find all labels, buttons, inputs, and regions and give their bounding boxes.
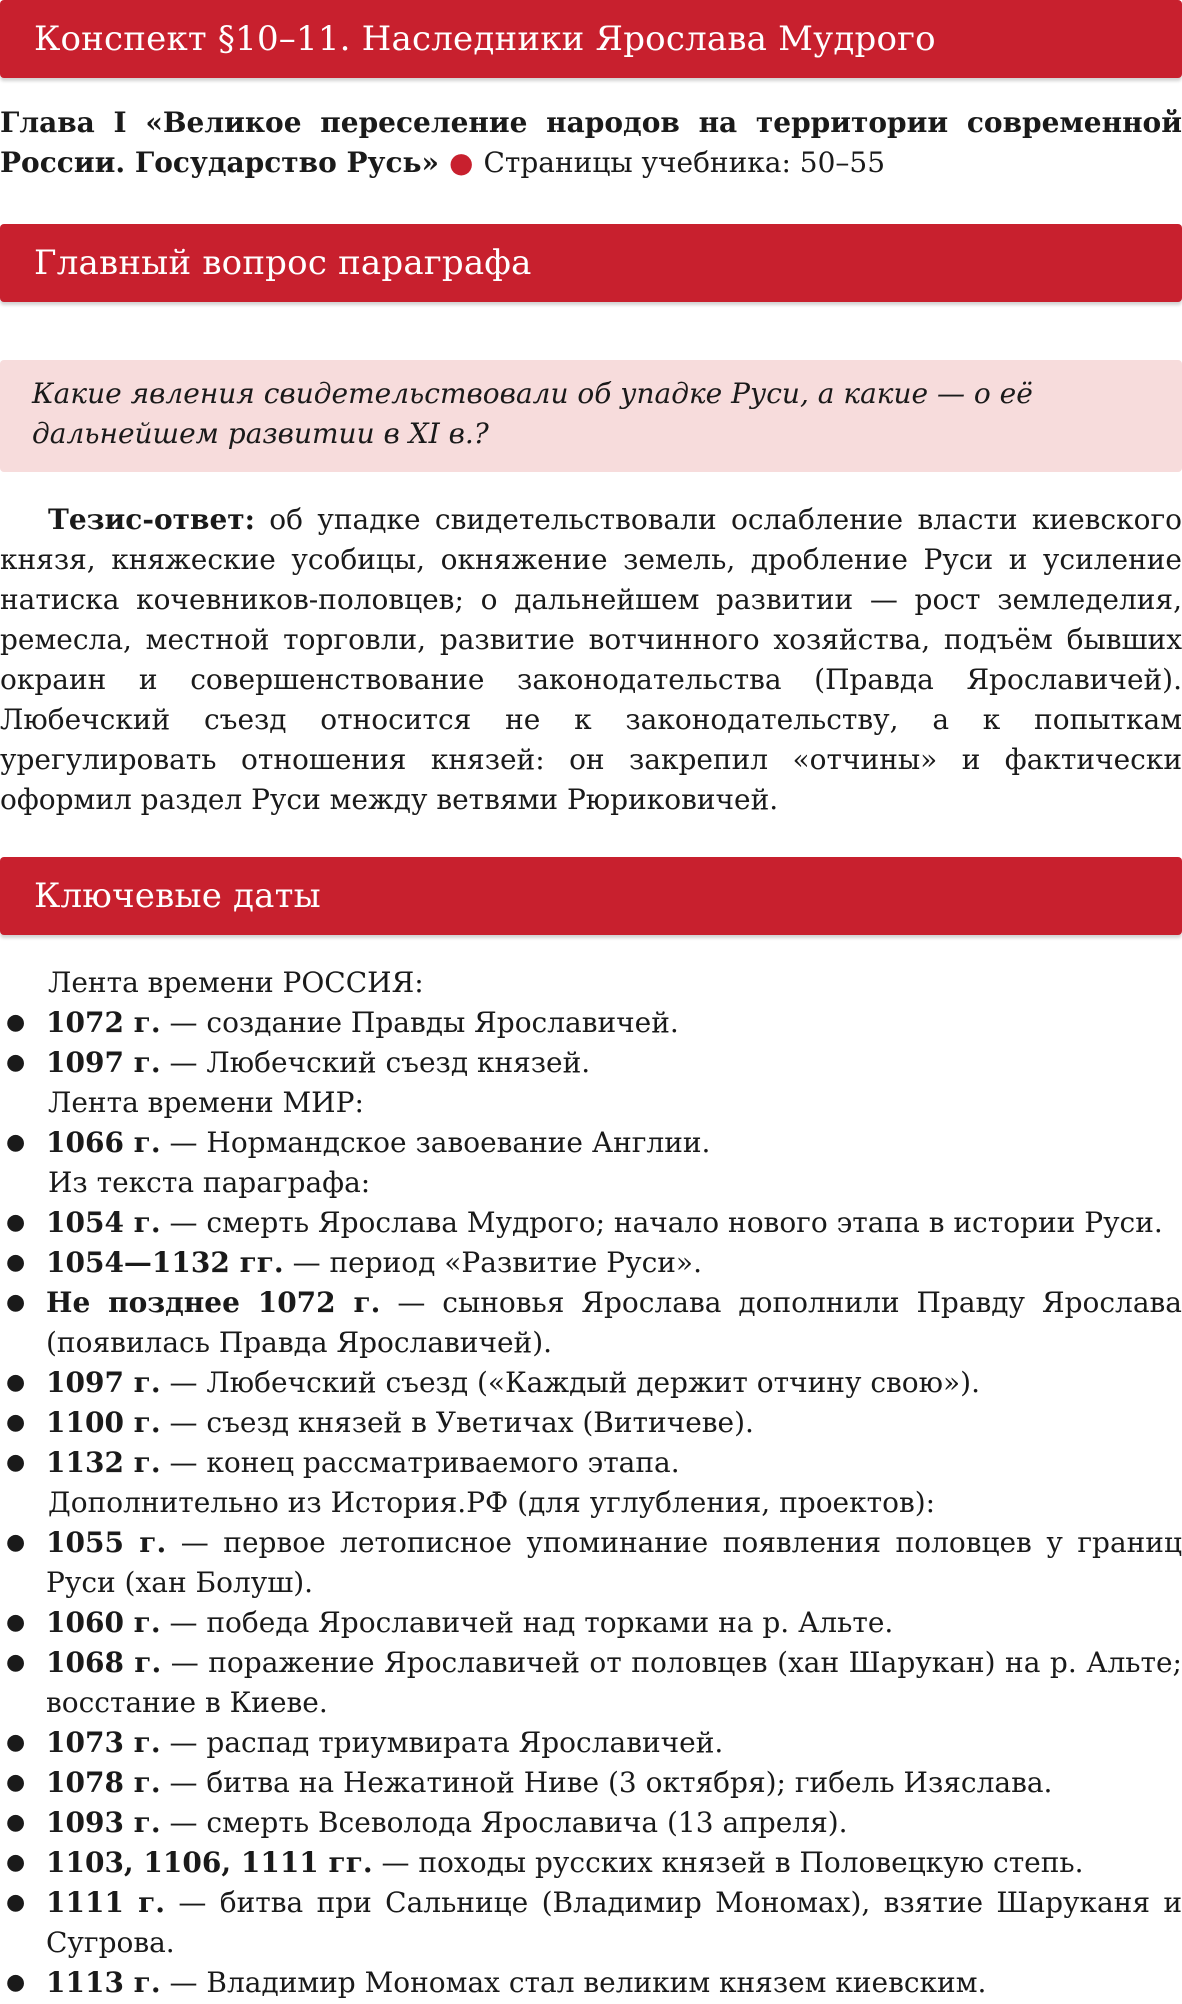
list-bullet-icon: ●	[6, 1210, 26, 1235]
date-list-item	[0, 1123, 1182, 1163]
date-value: 1097 г.	[46, 1046, 161, 1079]
date-value: 1054 г.	[46, 1206, 161, 1239]
list-bullet-icon: ●	[6, 1130, 26, 1155]
list-bullet-icon: ●	[6, 1970, 26, 1995]
key-dates-list	[0, 963, 1182, 2003]
date-list-item	[0, 1243, 1182, 1283]
list-bullet-icon: ●	[6, 1370, 26, 1395]
date-description: — сыновья Ярослава дополнили Правду Ярослава (появилась Правда Ярославичей).	[46, 1286, 1182, 1359]
list-bullet-icon: ●	[6, 1250, 26, 1275]
key-dates-banner	[0, 857, 1182, 935]
date-value: 1097 г.	[46, 1366, 161, 1399]
date-list-item	[0, 1523, 1182, 1603]
thesis-answer	[0, 500, 1182, 820]
date-list-item	[0, 1283, 1182, 1363]
date-value: 1068 г.	[46, 1646, 162, 1679]
date-description: — Любечский съезд князей.	[160, 1046, 591, 1079]
date-value: 1054—1132 гг.	[46, 1246, 284, 1279]
date-value: 1132 г.	[46, 1446, 161, 1479]
list-bullet-icon: ●	[6, 1650, 26, 1675]
chapter-title: Глава I «Великое переселение народов на территории современной России. Государство Русь»	[0, 106, 1182, 179]
list-bullet-icon: ●	[6, 1530, 26, 1555]
textbook-pages: Страницы учебника: 50–55	[483, 146, 886, 179]
date-value: Не позднее 1072 г.	[46, 1286, 381, 1319]
date-description: — создание Правды Ярославичей.	[160, 1006, 679, 1039]
date-value: 1060 г.	[46, 1606, 161, 1639]
main-question-box	[0, 360, 1182, 472]
date-value: 1100 г.	[46, 1406, 161, 1439]
list-bullet-icon: ●	[6, 1730, 26, 1755]
date-description: — Владимир Мономах стал великим князем киевским.	[160, 1966, 987, 1999]
date-description: — поражение Ярославичей от половцев (хан Шарукан) на р. Альте; восстание в Киеве.	[46, 1646, 1182, 1719]
date-group-label: Из текста параграфа:	[48, 1166, 371, 1199]
page-title: Конспект §10–11. Наследники Ярослава Мудрого	[34, 19, 936, 59]
date-description: — съезд князей в Уветичах (Витичеве).	[160, 1406, 754, 1439]
date-value: 1072 г.	[46, 1006, 161, 1039]
date-value: 1113 г.	[46, 1966, 161, 1999]
list-bullet-icon: ●	[6, 1890, 26, 1915]
date-list-item	[0, 1763, 1182, 1803]
main-question-heading: Главный вопрос параграфа	[34, 243, 532, 283]
date-group-label: Дополнительно из История.РФ (для углубления, проектов):	[48, 1486, 936, 1519]
date-value: 1073 г.	[46, 1726, 161, 1759]
date-list-item	[0, 1603, 1182, 1643]
date-list-item	[0, 1043, 1182, 1083]
date-value: 1055 г.	[46, 1526, 167, 1559]
main-question-banner	[0, 224, 1182, 302]
date-list-item	[0, 1443, 1182, 1483]
date-description: — победа Ярославичей над торками на р. Альте.	[160, 1606, 894, 1639]
thesis-label: Тезис-ответ:	[48, 503, 255, 536]
chapter-info	[0, 103, 1182, 183]
list-bullet-icon: ●	[6, 1850, 26, 1875]
date-group-label: Лента времени МИР:	[48, 1086, 364, 1119]
list-bullet-icon: ●	[6, 1050, 26, 1075]
list-bullet-icon: ●	[6, 1610, 26, 1635]
date-value: 1111 г.	[46, 1886, 166, 1919]
date-description: — смерть Ярослава Мудрого; начало нового этапа в истории Руси.	[160, 1206, 1163, 1239]
date-value: 1066 г.	[46, 1126, 161, 1159]
date-list-item	[0, 1803, 1182, 1843]
list-bullet-icon: ●	[6, 1010, 26, 1035]
date-list-item	[0, 1843, 1182, 1883]
list-bullet-icon: ●	[6, 1810, 26, 1835]
date-group-label: Лента времени РОССИЯ:	[48, 966, 424, 999]
date-description: — период «Развитие Руси».	[283, 1246, 702, 1279]
date-description: — первое летописное упоминание появления половцев у границ Руси (хан Болуш).	[46, 1526, 1182, 1599]
date-description: — конец рассматриваемого этапа.	[160, 1446, 680, 1479]
key-dates-heading: Ключевые даты	[34, 876, 321, 916]
date-list-item	[0, 1963, 1182, 2003]
date-description: — битва на Нежатиной Ниве (3 октября); гибель Изяслава.	[160, 1766, 1053, 1799]
date-description: — Нормандское завоевание Англии.	[160, 1126, 711, 1159]
bullet-separator-icon: ●	[449, 146, 474, 179]
date-value: 1078 г.	[46, 1766, 161, 1799]
page-title-banner	[0, 0, 1182, 78]
date-description: — битва при Сальнице (Владимир Мономах), взятие Шаруканя и Сугрова.	[46, 1886, 1182, 1959]
date-description: — Любечский съезд («Каждый держит отчину свою»).	[160, 1366, 980, 1399]
date-description: — смерть Всеволода Ярославича (13 апреля).	[160, 1806, 848, 1839]
date-list-item	[0, 1203, 1182, 1243]
date-value: 1093 г.	[46, 1806, 161, 1839]
main-question-text: Какие явления свидетельствовали об упадке Руси, а какие — о её дальнейшем развитии в XI в.?	[32, 377, 1033, 450]
list-bullet-icon: ●	[6, 1770, 26, 1795]
thesis-text: об упадке свидетельствовали ослабление власти киевского князя, княжеские усобицы, окняжение земель, дробление Руси и усиление натиска кочевников-половцев; о дальнейшем развитии — рост земледелия, ремесла, местной торговли, развитие вотчинного хозяйства, подъём бывших окраин и совершенствование законодательства (Правда Ярославичей). Любечский съезд относится не к законодательству, а к попыткам урегулировать отношения князей: он закрепил «отчины» и фактически оформил раздел Руси между ветвями Рюриковичей.	[0, 503, 1182, 816]
list-bullet-icon: ●	[6, 1290, 26, 1315]
date-list-item	[0, 1883, 1182, 1963]
list-bullet-icon: ●	[6, 1410, 26, 1435]
date-list-item	[0, 1643, 1182, 1723]
date-list-item	[0, 1003, 1182, 1043]
date-list-item	[0, 1363, 1182, 1403]
date-description: — распад триумвирата Ярославичей.	[160, 1726, 724, 1759]
date-list-item	[0, 1723, 1182, 1763]
list-bullet-icon: ●	[6, 1450, 26, 1475]
date-list-item	[0, 1403, 1182, 1443]
date-value: 1103, 1106, 1111 гг.	[46, 1846, 373, 1879]
date-description: — походы русских князей в Половецкую степь.	[372, 1846, 1084, 1879]
